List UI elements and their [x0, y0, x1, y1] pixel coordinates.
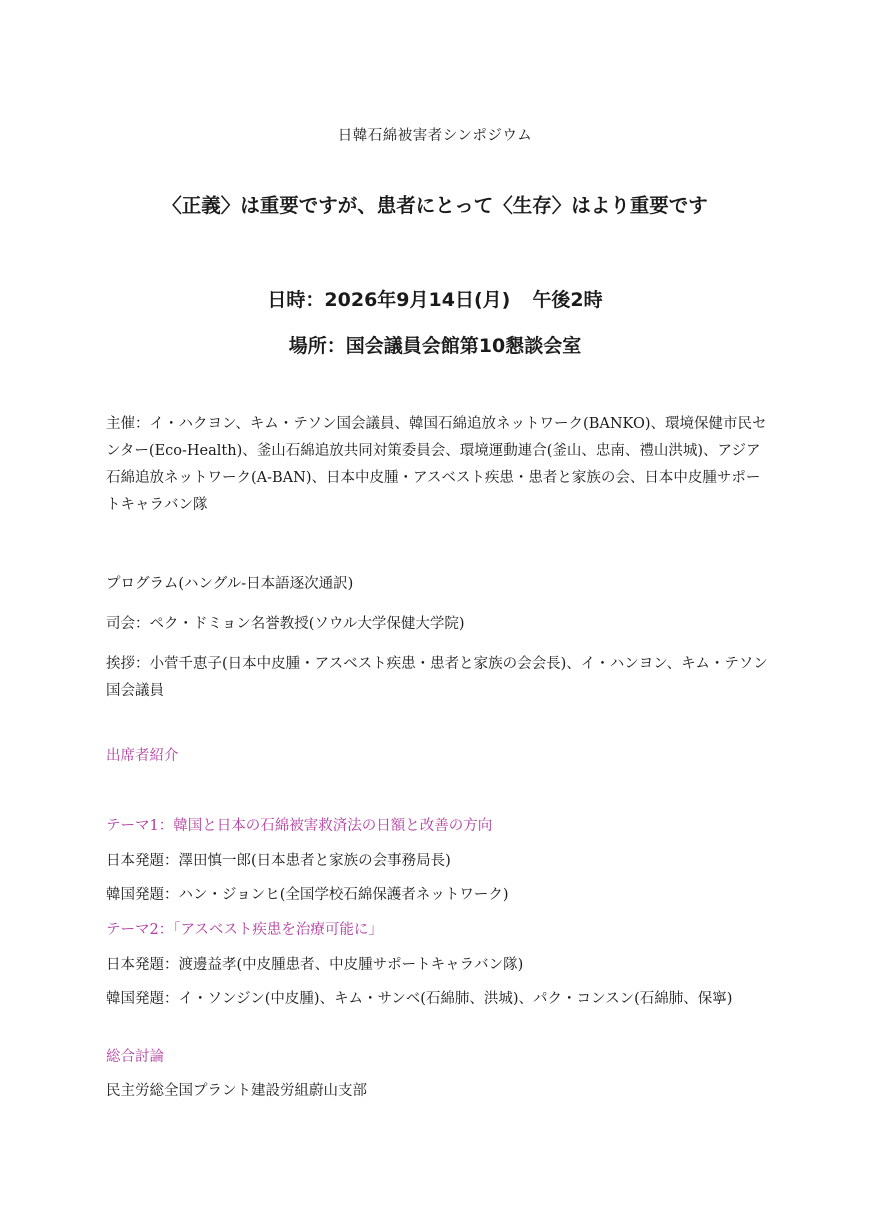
theme2-japan-speaker: 日本発題：渡邊益孝(中皮腫患者、中皮腫サポートキャラバン隊) [106, 957, 524, 973]
theme2-korea-speaker: 韓国発題：イ・ソンジン(中皮腫)、キム・サンベ(石綿肺、洪城)、パク・コンスン(石綿肺、保寧) [106, 991, 733, 1007]
theme2-title: テーマ2：「アスベスト疾患を治療可能に」 [106, 922, 383, 938]
organizers-paragraph: 主催：イ・ハクヨン、キム・テソン国会議員、韓国石綿追放ネットワーク(BANKO)、環境保健市民センター(Eco-Health)、釜山石綿追放共同対策委員会、環境運動連合(釜山、忠南、禮山洪城)、アジア石綿追放ネットワーク(A-BAN)、日本中皮腫・アスベスト疾患・患者と家族の会、日本中皮腫サポートキャラバン隊 [106, 416, 767, 513]
theme1-korea-speaker: 韓国発題：ハン・ジョンヒ(全国学校石綿保護者ネットワーク) [106, 887, 509, 903]
event-venue: 場所：国会議員会館第10懇談会室 [288, 335, 582, 357]
event-datetime [0, 285, 870, 312]
theme1-japan-speaker: 日本発題：澤田慎一郎(日本患者と家族の会事務局長) [106, 853, 451, 869]
event-subtitle: 日韓石綿被害者シンポジウム [337, 128, 533, 144]
participants-heading: 出席者紹介 [106, 748, 179, 764]
greeting-paragraph: 挨拶：小菅千恵子(日本中皮腫・アスベスト疾患・患者と家族の会会長)、イ・ハンヨン、キム・テソン国会議員 [106, 656, 768, 699]
mc-line: 司会：ペク・ドミョン名誉教授(ソウル大学保健大学院) [106, 616, 465, 632]
discussion-heading: 総合討論 [106, 1049, 164, 1065]
event-time: 午後2時 [532, 289, 603, 311]
program-line: プログラム(ハングル-日本語逐次通訳) [106, 576, 354, 592]
event-date: 日時：2026年9月14日(月) [267, 289, 511, 311]
event-title: 〈正義〉は重要ですが、患者にとって〈生存〉はより重要です [162, 194, 708, 217]
theme1-title: テーマ1：韓国と日本の石綿被害救済法の日額と改善の方向 [106, 818, 493, 834]
sponsor-line: 民主労総全国プラント建設労組蔚山支部 [106, 1083, 367, 1099]
